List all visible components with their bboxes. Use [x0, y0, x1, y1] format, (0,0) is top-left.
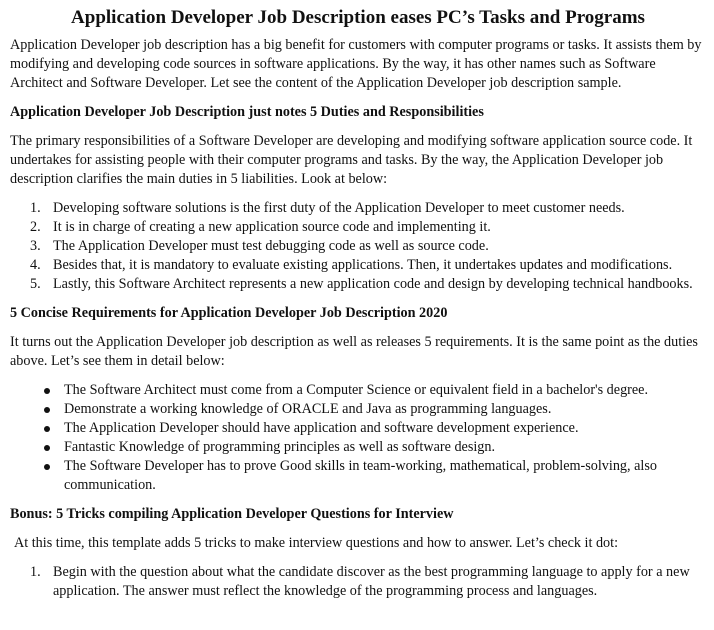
- list-item: [10, 400, 706, 419]
- list-item: [10, 275, 706, 294]
- duties-list: [10, 199, 706, 294]
- list-item: [10, 563, 706, 601]
- list-item: [10, 218, 706, 237]
- list-number: 4.: [30, 257, 41, 273]
- bullet-icon: [44, 464, 50, 470]
- list-number: 3.: [30, 238, 41, 254]
- list-item-text: It is in charge of creating a new application source code and implementing it.: [53, 219, 491, 235]
- list-item-text: Lastly, this Software Architect represents a new application code and design by developing technical handbooks.: [53, 276, 693, 292]
- list-item-text: Fantastic Knowledge of programming principles as well as software design.: [64, 439, 496, 455]
- list-number: 5.: [30, 276, 41, 292]
- list-item: [10, 438, 706, 457]
- list-item-text: The Software Architect must come from a Computer Science or equivalent field in a bachelor's degree.: [64, 382, 649, 398]
- list-item-text: Developing software solutions is the first duty of the Application Developer to meet customer needs.: [53, 200, 625, 216]
- list-item-text: The Application Developer must test debugging code as well as source code.: [53, 238, 489, 254]
- list-item-text: Demonstrate a working knowledge of ORACLE and Java as programming languages.: [64, 401, 552, 417]
- list-number: 2.: [30, 219, 41, 235]
- list-number: 1.: [30, 564, 41, 580]
- tricks-list: [10, 563, 706, 601]
- list-item: [10, 256, 706, 275]
- list-item-text: The Application Developer should have application and software development experience.: [64, 420, 579, 436]
- section-heading-bonus: Bonus: 5 Tricks compiling Application Developer Questions for Interview: [10, 506, 454, 522]
- list-item: [10, 457, 706, 495]
- duties-paragraph: The primary responsibilities of a Software Developer are developing and modifying software application source code. It undertakes for assisting people with their computer programs and tasks. By the way, the Application Developer job description clarifies the main duties in 5 liabilities. Look at below:: [10, 133, 693, 187]
- page-title: Application Developer Job Description eases PC’s Tasks and Programs: [71, 7, 645, 28]
- list-item: [10, 381, 706, 400]
- intro-paragraph: Application Developer job description has a big benefit for customers with computer programs or tasks. It assists them by modifying and developing code sources in software applications. By the way, it has other names such as Software Architect and Software Developer. Let see the content of the Application Developer job description sample.: [10, 37, 702, 91]
- section-heading-duties: Application Developer Job Description just notes 5 Duties and Responsibilities: [10, 104, 484, 120]
- bullet-icon: [44, 388, 50, 394]
- section-heading-requirements: 5 Concise Requirements for Application Developer Job Description 2020: [10, 305, 448, 321]
- list-item-text: The Software Developer has to prove Good skills in team-working, mathematical, problem-solving, also communication.: [64, 458, 657, 493]
- bullet-icon: [44, 407, 50, 413]
- list-item-text: Besides that, it is mandatory to evaluate existing applications. Then, it undertakes updates and modifications.: [53, 257, 673, 273]
- bullet-icon: [44, 445, 50, 451]
- list-item: [10, 237, 706, 256]
- list-item: [10, 419, 706, 438]
- bonus-paragraph: At this time, this template adds 5 tricks to make interview questions and how to answer. Let’s check it dot:: [14, 535, 619, 551]
- bullet-icon: [44, 426, 50, 432]
- list-item: [10, 199, 706, 218]
- list-item-text: Begin with the question about what the candidate discover as the best programming language to apply for a new application. The answer must reflect the knowledge of the programming process and languages.: [53, 564, 690, 599]
- requirements-paragraph: It turns out the Application Developer job description as well as releases 5 requirements. It is the same point as the duties above. Let’s see them in detail below:: [10, 334, 698, 369]
- requirements-list: [10, 381, 706, 495]
- list-number: 1.: [30, 200, 41, 216]
